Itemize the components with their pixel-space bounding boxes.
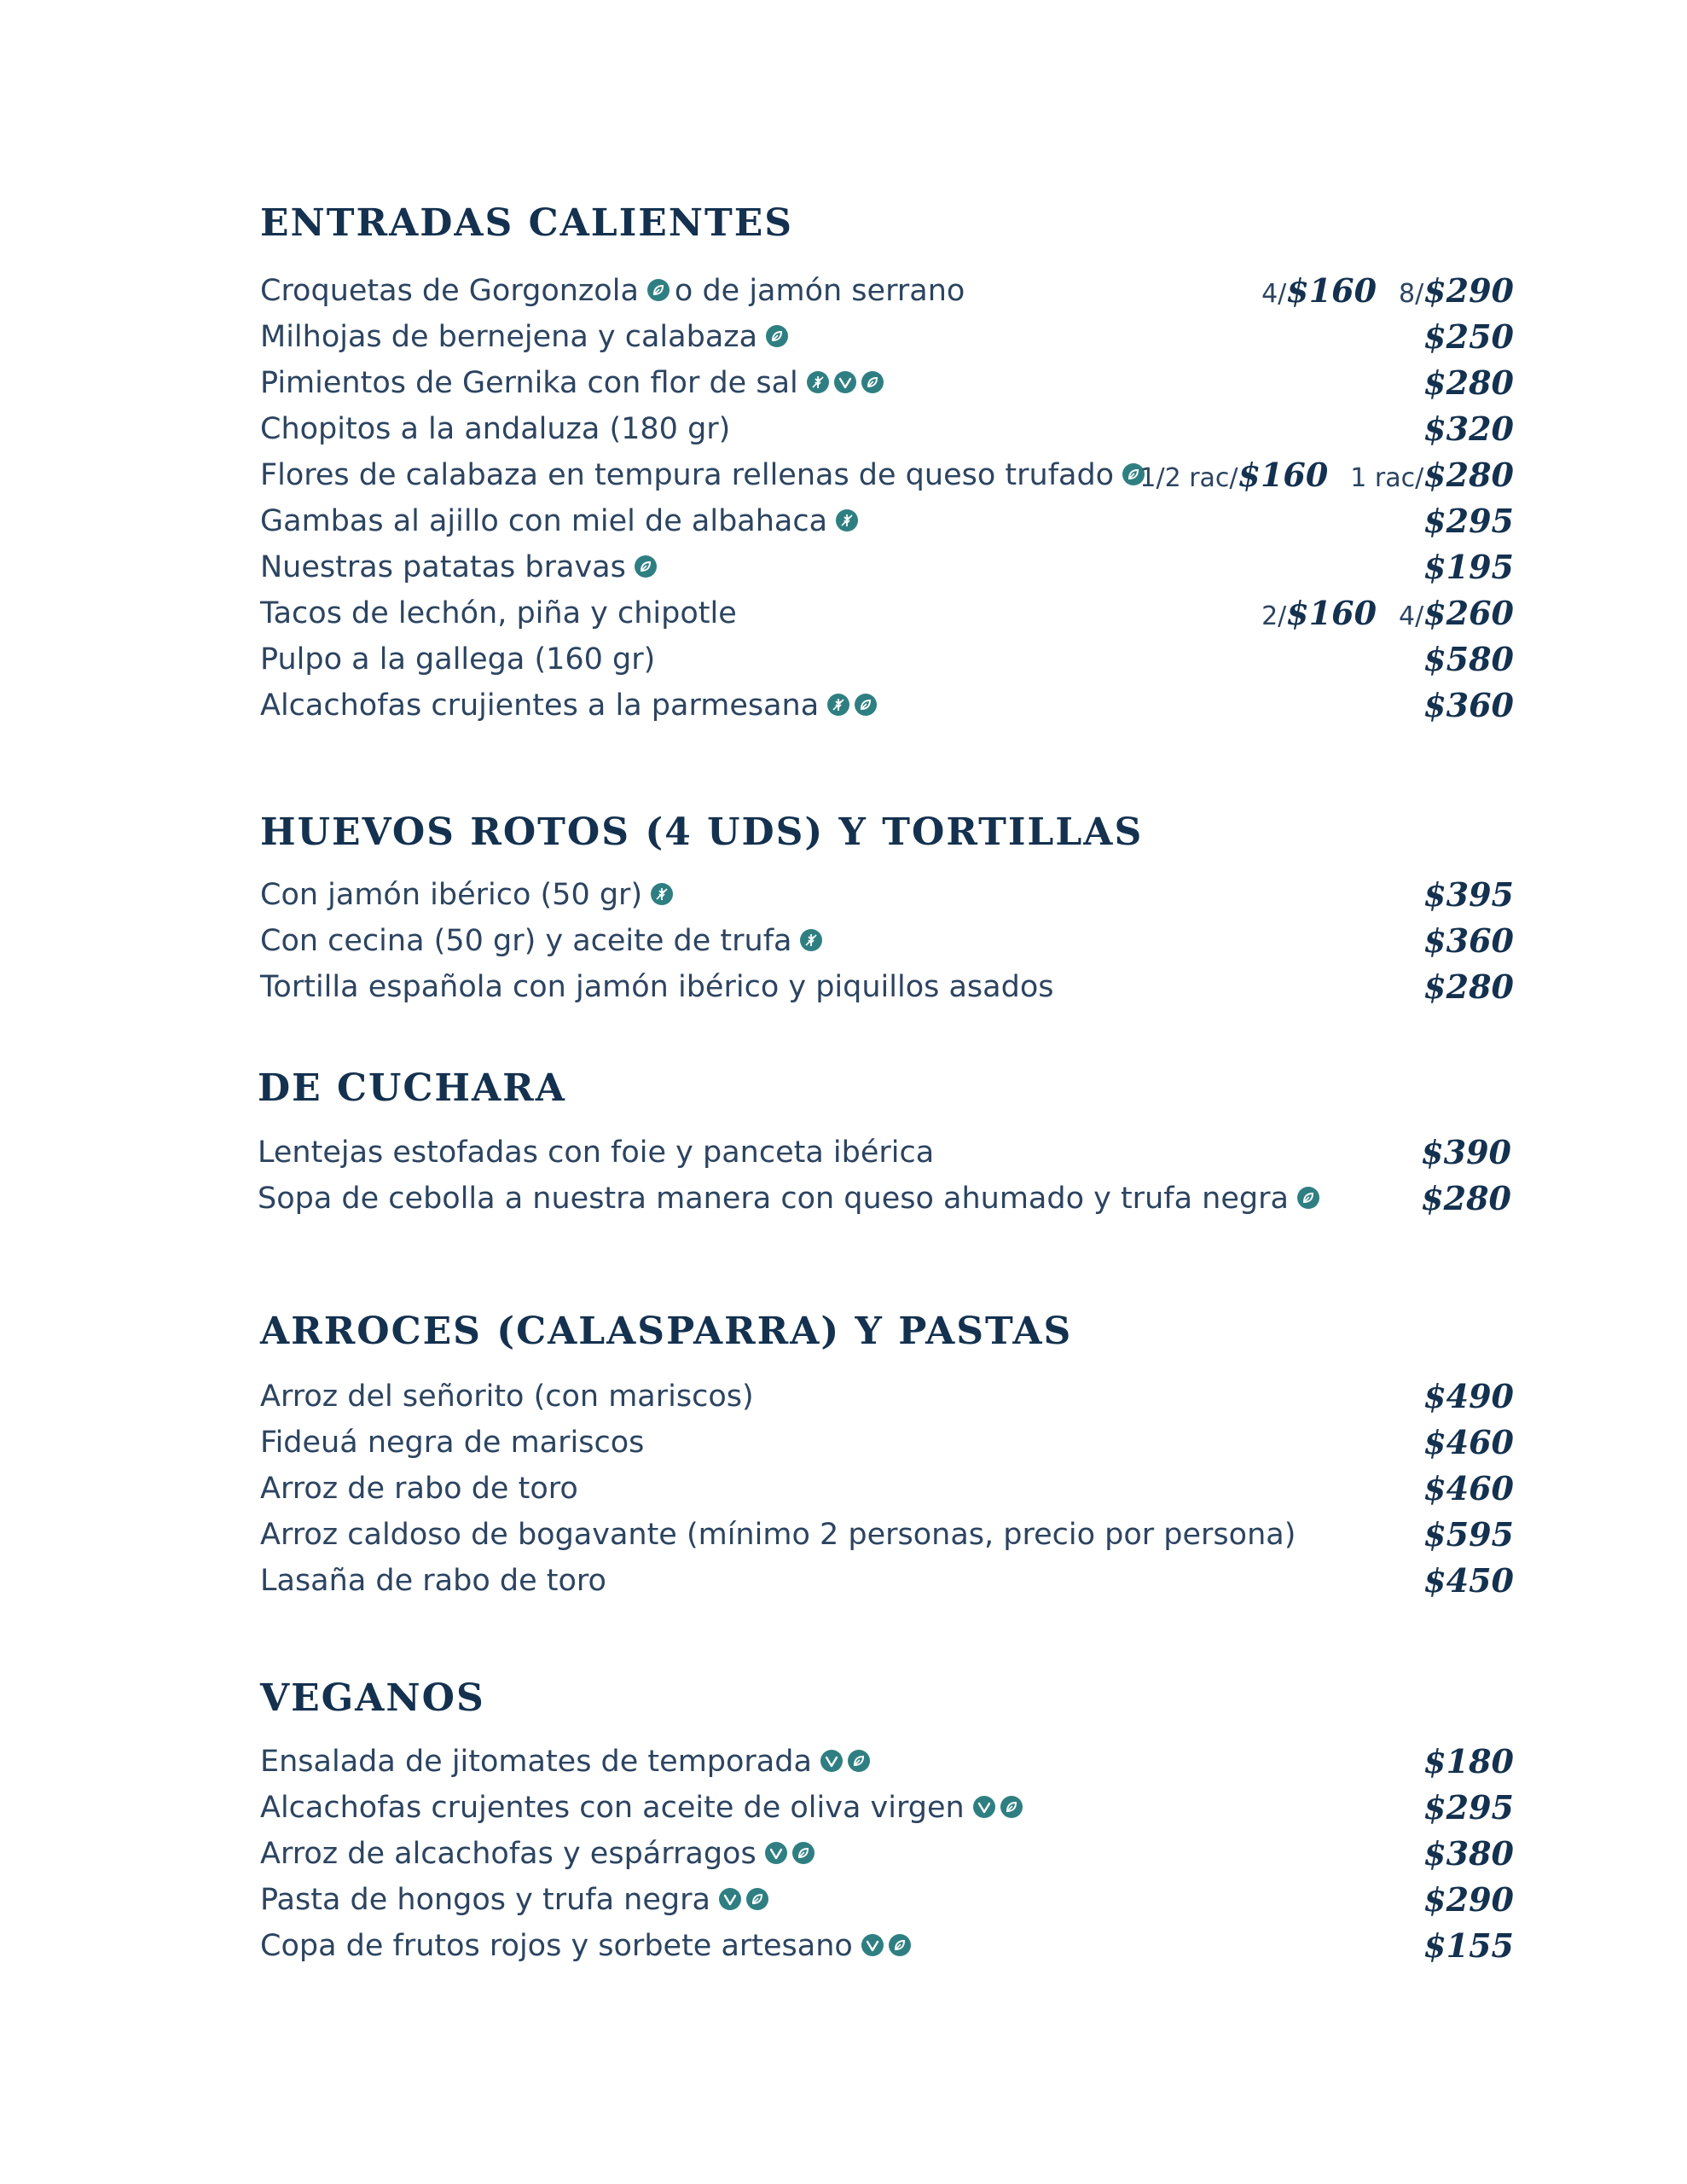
diet-icons: [635, 547, 662, 590]
menu-item-name-line: [260, 1560, 606, 1602]
vegan-icon: [719, 1888, 741, 1910]
price-value: $390: [1421, 1133, 1511, 1171]
menu-item-prices: [1401, 638, 1514, 688]
menu-item: [260, 638, 1514, 681]
menu-item: [260, 592, 1514, 635]
price: [1423, 966, 1514, 1015]
menu-item-name-line: [260, 270, 965, 313]
menu-item-name: Ensalada de jitomates de temporada: [260, 1745, 812, 1779]
price-value: $360: [1423, 921, 1514, 960]
menu-item-prices: [1401, 1740, 1514, 1790]
price: [1139, 454, 1328, 503]
menu-item-prices: [1401, 684, 1514, 734]
menu-item: [260, 454, 1514, 497]
menu-item-name: Lasaña de rabo de toro: [260, 1564, 606, 1598]
menu-item: [260, 1786, 1514, 1829]
menu-item-name-line: [260, 1833, 820, 1876]
section-title: ENTRADAS CALIENTES: [260, 201, 794, 245]
leaf-icon: [746, 1888, 768, 1910]
price: [1423, 1925, 1514, 1974]
menu-item: [260, 546, 1514, 589]
menu-item-prices: [1401, 874, 1514, 923]
price-portion-label: 1 rac/: [1350, 463, 1424, 493]
menu-item: [260, 362, 1514, 404]
menu-item-name-line: [258, 1131, 934, 1174]
section-title: DE CUCHARA: [258, 1066, 566, 1110]
menu-item-name-line: [260, 362, 889, 405]
menu-item-prices: [1401, 408, 1514, 457]
menu-item: [260, 1421, 1514, 1464]
price-value: $260: [1423, 594, 1514, 632]
price: [1350, 454, 1514, 503]
menu-item: [260, 920, 1514, 962]
menu-item-prices: [1239, 592, 1514, 642]
menu-item-name: Arroz de alcachofas y espárragos: [260, 1837, 757, 1871]
menu-item: [260, 1513, 1514, 1556]
menu-item: [260, 1560, 1514, 1602]
price-value: $360: [1423, 686, 1514, 724]
leaf-icon: [766, 325, 788, 347]
price-portion-label: 2/: [1261, 601, 1287, 631]
price-value: $395: [1423, 875, 1514, 914]
price: [1423, 1467, 1514, 1517]
menu-item-prices: [1401, 500, 1514, 549]
price: [1423, 874, 1514, 923]
menu-item-name: Pasta de hongos y trufa negra: [260, 1883, 710, 1917]
menu-item-name-line: [260, 454, 1150, 497]
price-value: $250: [1423, 317, 1514, 356]
leaf-icon: [647, 279, 670, 301]
menu-item-name-line: [258, 1177, 1325, 1221]
menu-item-name-line: [260, 1375, 754, 1418]
menu-item: [260, 1740, 1514, 1783]
menu-item-name-line: [260, 966, 1053, 1008]
diet-icons: [820, 1741, 875, 1784]
leaf-icon: [1297, 1187, 1319, 1209]
price: [1423, 920, 1514, 969]
menu-item-name-line: [260, 1467, 578, 1510]
menu-item-prices: [1399, 1177, 1511, 1227]
price: [1423, 1375, 1514, 1425]
price: [1423, 638, 1514, 688]
price-value: $290: [1423, 1880, 1514, 1919]
price-value: $460: [1423, 1469, 1514, 1507]
menu-item-prices: [1401, 1925, 1514, 1974]
menu-item-prices: [1401, 362, 1514, 411]
menu-item-name: Pulpo a la gallega (160 gr): [260, 642, 656, 677]
price-value: $290: [1423, 271, 1514, 310]
menu-item-name-line: [260, 1421, 644, 1464]
price-portion-label: 4/: [1399, 601, 1424, 631]
menu-item-name: Milhojas de bernejena y calabaza: [260, 320, 758, 354]
price-value: $195: [1423, 548, 1514, 586]
menu-item-prices: [1239, 270, 1514, 319]
menu-item-name-line: [260, 592, 737, 635]
price: [1261, 270, 1377, 319]
price: [1423, 1421, 1514, 1471]
menu-item-name-line: [260, 1879, 774, 1922]
menu-item-name: Arroz caldoso de bogavante (mínimo 2 personas, precio por persona): [260, 1518, 1296, 1552]
menu-item-prices: [1399, 1131, 1511, 1181]
gluten-free-icon: [800, 929, 822, 951]
price: [1423, 1833, 1514, 1882]
menu-item-name: Con cecina (50 gr) y aceite de trufa: [260, 924, 792, 958]
menu-item: [260, 874, 1514, 916]
menu-item: [260, 408, 1514, 450]
menu-item-name: Tacos de lechón, piña y chipotle: [260, 596, 737, 630]
gluten-free-icon: [651, 883, 673, 905]
price-value: $450: [1423, 1561, 1514, 1600]
price-value: $280: [1421, 1179, 1511, 1217]
menu-item-name-line: [260, 874, 678, 917]
menu-item-name: Lentejas estofadas con foie y panceta ibérica: [258, 1136, 935, 1170]
menu-item-name-line: [260, 546, 662, 590]
menu-item: [260, 1375, 1514, 1418]
price: [1421, 1177, 1511, 1227]
menu-item: [260, 1879, 1514, 1921]
menu-item-prices: [1401, 1560, 1514, 1609]
menu-item-prices: [1401, 920, 1514, 969]
diet-icons: [807, 363, 889, 405]
menu-item-name-line: [260, 638, 655, 681]
price: [1423, 1786, 1514, 1836]
menu-item-name: Tortilla española con jamón ibérico y piquillos asados: [260, 970, 1054, 1004]
leaf-icon: [635, 555, 657, 578]
menu-item: [260, 684, 1514, 727]
vegan-icon: [973, 1796, 995, 1818]
menu-item-name-line: [260, 500, 863, 543]
price-value: $160: [1286, 271, 1377, 310]
menu-item-name: Nuestras patatas bravas: [260, 550, 626, 584]
diet-icons: [861, 1926, 916, 1968]
price: [1423, 546, 1514, 595]
price: [1261, 592, 1377, 642]
menu-item: [258, 1177, 1511, 1220]
price-value: $280: [1423, 967, 1514, 1006]
menu-item-prices: [1401, 966, 1514, 1015]
price-value: $160: [1286, 594, 1377, 632]
price: [1421, 1131, 1511, 1181]
diet-icons: [1297, 1178, 1325, 1221]
menu-item-name: Fideuá negra de mariscos: [260, 1426, 645, 1460]
price: [1423, 1879, 1514, 1928]
price-value: $160: [1238, 456, 1329, 494]
menu-item-name-suffix: o de jamón serrano: [674, 274, 965, 308]
vegan-icon: [820, 1750, 843, 1772]
price-value: $380: [1423, 1834, 1514, 1873]
vegan-icon: [861, 1934, 884, 1956]
price: [1423, 408, 1514, 457]
gluten-free-icon: [807, 371, 829, 393]
diet-icons: [765, 1833, 820, 1876]
menu-item: [260, 316, 1514, 358]
gluten-free-icon: [827, 694, 849, 716]
price: [1423, 1560, 1514, 1609]
price-value: $280: [1423, 456, 1514, 494]
menu-item-prices: [1401, 316, 1514, 365]
leaf-icon: [889, 1934, 911, 1956]
price: [1399, 270, 1514, 319]
menu-item: [260, 1467, 1514, 1510]
section-title: HUEVOS ROTOS (4 UDS) Y TORTILLAS: [260, 810, 1144, 854]
vegan-icon: [765, 1842, 787, 1864]
price-portion-label: 8/: [1399, 279, 1424, 309]
leaf-icon: [855, 694, 877, 716]
diet-icons: [651, 874, 678, 917]
diet-icons: [800, 921, 827, 963]
menu-item-name: Alcachofas crujentes con aceite de oliva virgen: [260, 1791, 965, 1825]
menu-item-name-line: [260, 316, 793, 359]
price-value: $320: [1423, 410, 1514, 448]
gluten-free-icon: [836, 509, 858, 531]
menu-item-name: Flores de calabaza en tempura rellenas de queso trufado: [260, 458, 1115, 492]
menu-item: [260, 1925, 1514, 1967]
diet-icons: [766, 317, 793, 359]
price-value: $460: [1423, 1423, 1514, 1461]
price-value: $295: [1423, 502, 1514, 540]
diet-icons: [719, 1879, 774, 1922]
menu-item-prices: [1401, 1879, 1514, 1928]
price: [1423, 1740, 1514, 1790]
menu-item-name: Arroz de rabo de toro: [260, 1472, 578, 1506]
menu-item-prices: [1401, 1421, 1514, 1471]
menu-item-name-line: [260, 1740, 875, 1784]
diet-icons: [827, 685, 882, 728]
price: [1423, 362, 1514, 411]
menu-item-name-line: [260, 1786, 1028, 1830]
leaf-icon: [861, 371, 884, 393]
price-value: $580: [1423, 640, 1514, 678]
menu-item-name: Chopitos a la andaluza (180 gr): [260, 412, 731, 446]
menu-item-name: Copa de frutos rojos y sorbete artesano: [260, 1929, 853, 1963]
price-value: $490: [1423, 1377, 1514, 1415]
price: [1423, 500, 1514, 549]
menu-item-name: Alcachofas crujientes a la parmesana: [260, 688, 820, 723]
menu-item-name: Gambas al ajillo con miel de albahaca: [260, 504, 828, 538]
menu-item: [260, 966, 1514, 1008]
price-value: $295: [1423, 1788, 1514, 1827]
price-portion-label: 1/2 rac/: [1139, 463, 1238, 493]
menu-item: [260, 270, 1514, 312]
menu-item-prices: [1117, 454, 1514, 503]
price-value: $595: [1423, 1515, 1514, 1554]
price: [1399, 592, 1514, 642]
vegan-icon: [834, 371, 856, 393]
menu-item-prices: [1401, 1786, 1514, 1836]
section-title: VEGANOS: [260, 1676, 485, 1720]
price-value: $155: [1423, 1926, 1514, 1965]
menu-item-prices: [1401, 1833, 1514, 1882]
menu-item-prices: [1401, 546, 1514, 595]
menu-item-prices: [1401, 1513, 1514, 1563]
menu-item-name: Con jamón ibérico (50 gr): [260, 878, 643, 912]
diet-icons: [647, 270, 675, 313]
price: [1423, 1513, 1514, 1563]
leaf-icon: [792, 1842, 815, 1864]
price-value: $180: [1423, 1742, 1514, 1780]
menu-item-name-line: [260, 684, 882, 728]
menu-item-prices: [1401, 1467, 1514, 1517]
menu-item-name: Croquetas de Gorgonzola: [260, 274, 639, 308]
price-value: $280: [1423, 363, 1514, 402]
price: [1423, 684, 1514, 734]
menu-item: [258, 1131, 1511, 1174]
menu-item-name-line: [260, 1925, 916, 1968]
menu-item-name: Sopa de cebolla a nuestra manera con queso ahumado y trufa negra: [258, 1182, 1289, 1216]
menu-item-name-line: [260, 408, 730, 450]
diet-icons: [836, 501, 863, 543]
menu-item: [260, 500, 1514, 543]
section-title: ARROCES (CALASPARRA) Y PASTAS: [260, 1310, 1073, 1353]
menu-item-name-line: [260, 1513, 1296, 1556]
leaf-icon: [848, 1750, 870, 1772]
diet-icons: [973, 1787, 1028, 1830]
menu-item-name: Arroz del señorito (con mariscos): [260, 1380, 754, 1414]
leaf-icon: [1000, 1796, 1023, 1818]
price: [1423, 316, 1514, 365]
menu-item: [260, 1833, 1514, 1875]
menu-item-name: Pimientos de Gernika con flor de sal: [260, 366, 798, 400]
menu-item-prices: [1401, 1375, 1514, 1425]
price-portion-label: 4/: [1261, 279, 1287, 309]
menu-item-name-line: [260, 920, 827, 963]
